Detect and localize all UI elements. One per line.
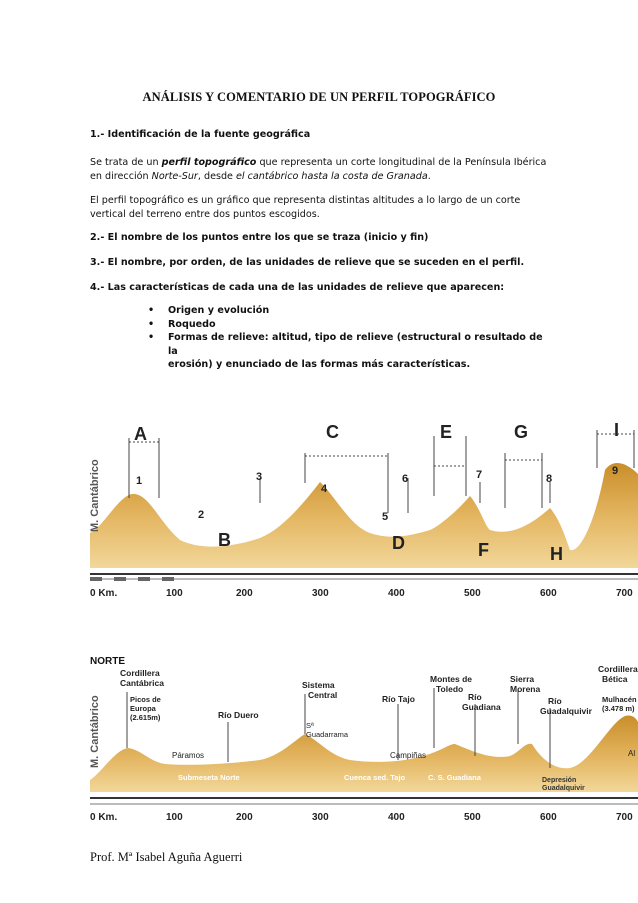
km-tick: 600 bbox=[540, 812, 557, 823]
km-tick: 700 bbox=[616, 588, 633, 599]
relief-label: Mulhacén bbox=[602, 695, 637, 704]
point-label: B bbox=[218, 530, 231, 550]
point-number: 2 bbox=[198, 509, 205, 521]
relief-label: Bética bbox=[602, 674, 628, 684]
section-1-paragraph-1: Se trata de un perfil topográfico que representa un corte longitudinal de la Península Ibérica en dirección Norte-Sur, desde el cantábrico hasta la costa de Granada. bbox=[90, 157, 547, 182]
km-tick: 600 bbox=[540, 588, 557, 599]
relief-label: Guadarrama bbox=[306, 730, 349, 739]
relief-label: Cordillera bbox=[120, 668, 160, 678]
point-number: 9 bbox=[612, 465, 619, 477]
characteristics-list bbox=[148, 304, 548, 372]
point-label: I bbox=[614, 420, 620, 440]
point-number: 7 bbox=[476, 469, 483, 481]
relief-label: Páramos bbox=[172, 751, 205, 760]
section-3-heading: 3.- El nombre, por orden, de las unidades de relieve que se suceden en el perfil. bbox=[90, 257, 525, 268]
basin-label: Depresión bbox=[542, 777, 577, 784]
section-1-paragraph-2: El perfil topográfico es un gráfico que representa distintas altitudes a lo largo de un corte vertical del terreno entre dos puntos escogidos. bbox=[90, 195, 521, 220]
page-title: ANÁLISIS Y COMENTARIO DE UN PERFIL TOPOGRÁFICO bbox=[142, 90, 496, 104]
relief-label: (2.615m) bbox=[130, 713, 161, 722]
list-item: • Roquedo bbox=[148, 318, 548, 332]
point-number: 5 bbox=[382, 511, 389, 523]
section-1-heading: 1.- Identificación de la fuente geográfica bbox=[90, 129, 311, 140]
relief-label: Toledo bbox=[436, 684, 464, 694]
relief-label: Cordillera bbox=[598, 664, 638, 674]
point-number: 8 bbox=[546, 473, 553, 485]
vertical-sea-label: M. Cantábrico bbox=[90, 695, 101, 768]
point-number: 6 bbox=[402, 473, 409, 485]
relief-label: Europa bbox=[130, 704, 156, 713]
point-label: A bbox=[134, 424, 147, 444]
relief-label: Sierra bbox=[510, 674, 535, 684]
km-tick: 0 Km. bbox=[90, 588, 118, 599]
relief-label: Guadalquivir bbox=[540, 706, 592, 716]
km-tick: 200 bbox=[236, 812, 253, 823]
basin-label: Submeseta Norte bbox=[178, 773, 240, 782]
point-label: G bbox=[514, 422, 529, 442]
relief-label: (3.478 m) bbox=[602, 704, 635, 713]
relief-label: Picos de bbox=[130, 695, 161, 704]
relief-label: Río Tajo bbox=[382, 694, 415, 704]
km-tick: 700 bbox=[616, 812, 633, 823]
point-label: D bbox=[392, 533, 405, 553]
km-tick: 400 bbox=[388, 812, 405, 823]
relief-label: Río Duero bbox=[218, 710, 259, 720]
relief-label: Sª bbox=[306, 721, 314, 730]
basin-label: Cuenca sed. Tajo bbox=[344, 773, 406, 782]
km-tick: 100 bbox=[166, 812, 183, 823]
relief-label: Río bbox=[468, 692, 482, 702]
point-label: F bbox=[478, 540, 489, 560]
point-number: 1 bbox=[136, 475, 143, 487]
vertical-sea-label: M. Cantábrico bbox=[90, 459, 101, 532]
guide-lines bbox=[129, 430, 634, 513]
relief-label: Montes de bbox=[430, 674, 473, 684]
list-item: • Formas de relieve: altitud, tipo de relieve (estructural o resultado de la bbox=[148, 331, 548, 358]
km-tick: 200 bbox=[236, 588, 253, 599]
relief-label: Río bbox=[548, 696, 562, 706]
km-tick: 500 bbox=[464, 588, 481, 599]
section-4-heading: 4.- Las características de cada una de las unidades de relieve que aparecen: bbox=[90, 282, 505, 293]
basin-label: Guadalquivir bbox=[542, 785, 585, 792]
author-footer: Prof. Mª Isabel Aguña Aguerri bbox=[90, 850, 243, 864]
km-tick: 500 bbox=[464, 812, 481, 823]
relief-label: Sistema bbox=[302, 680, 335, 690]
topographic-profile-1 bbox=[90, 408, 638, 604]
relief-label: Cantábrica bbox=[120, 678, 164, 688]
point-number: 3 bbox=[256, 471, 263, 483]
km-tick: 300 bbox=[312, 588, 329, 599]
list-item: • Origen y evolución bbox=[148, 304, 548, 318]
km-tick: 0 Km. bbox=[90, 812, 118, 823]
section-2-heading: 2.- El nombre de los puntos entre los que se traza (inicio y fin) bbox=[90, 232, 429, 243]
north-label: NORTE bbox=[90, 656, 125, 667]
topographic-profile-2 bbox=[90, 652, 638, 828]
list-item-continuation: erosión) y enunciado de las formas más características. bbox=[168, 359, 471, 370]
point-number: 4 bbox=[321, 483, 328, 495]
relief-label: Al bbox=[628, 749, 636, 758]
point-label: H bbox=[550, 544, 563, 564]
relief-label: Central bbox=[308, 690, 338, 700]
km-tick: 400 bbox=[388, 588, 405, 599]
km-tick: 100 bbox=[166, 588, 183, 599]
km-tick: 300 bbox=[312, 812, 329, 823]
relief-label: Campiñas bbox=[390, 751, 427, 760]
relief-label: Morena bbox=[510, 684, 541, 694]
basin-label: C. S. Guadiana bbox=[428, 773, 481, 782]
point-label: C bbox=[326, 422, 339, 442]
point-label: E bbox=[440, 422, 453, 442]
relief-label: Guadiana bbox=[462, 702, 501, 712]
